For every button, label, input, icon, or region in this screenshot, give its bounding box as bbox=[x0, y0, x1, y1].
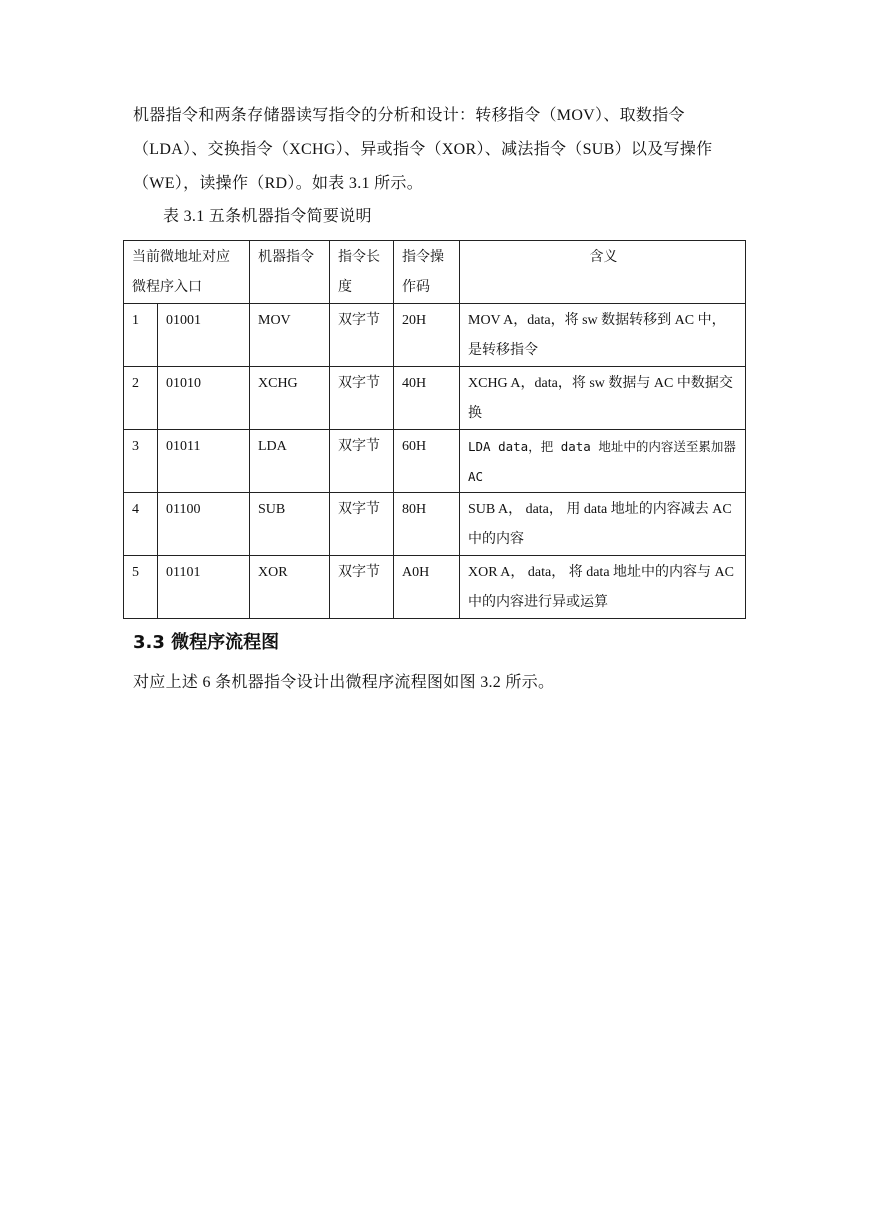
header-opcode: 指令操作码 bbox=[394, 241, 460, 304]
row-length: 双字节 bbox=[330, 493, 394, 556]
table-caption: 表 3.1 五条机器指令简要说明 bbox=[163, 208, 372, 225]
table-header-row bbox=[124, 241, 746, 304]
table-row bbox=[124, 430, 746, 493]
table-row bbox=[124, 556, 746, 619]
row-address: 01011 bbox=[158, 430, 250, 493]
row-number: 1 bbox=[124, 304, 158, 367]
row-number: 5 bbox=[124, 556, 158, 619]
row-opcode: 20H bbox=[394, 304, 460, 367]
row-instruction: XCHG bbox=[250, 367, 330, 430]
header-length: 指令长度 bbox=[330, 241, 394, 304]
row-length: 双字节 bbox=[330, 556, 394, 619]
row-number: 3 bbox=[124, 430, 158, 493]
intro-paragraph: 机器指令和两条存储器读写指令的分析和设计：转移指令（MOV）、取数指令（LDA）、交换指令（XCHG）、异或指令（XOR）、减法指令（SUB）以及写操作（WE），读操作（RD）。如表 3.1 所示。 bbox=[133, 107, 713, 192]
row-length: 双字节 bbox=[330, 367, 394, 430]
table-row bbox=[124, 304, 746, 367]
table-row bbox=[124, 367, 746, 430]
row-address: 01010 bbox=[158, 367, 250, 430]
section-heading: 3.3 微程序流程图 bbox=[133, 632, 280, 653]
header-meaning: 含义 bbox=[460, 241, 746, 304]
header-instruction: 机器指令 bbox=[250, 241, 330, 304]
row-opcode: A0H bbox=[394, 556, 460, 619]
row-length: 双字节 bbox=[330, 304, 394, 367]
instruction-table bbox=[123, 240, 746, 619]
row-opcode: 80H bbox=[394, 493, 460, 556]
row-meaning: MOV A，data，将 sw 数据转移到 AC 中，是转移指令 bbox=[460, 304, 746, 367]
table-row bbox=[124, 493, 746, 556]
row-instruction: SUB bbox=[250, 493, 330, 556]
row-meaning: XOR A， data， 将 data 地址中的内容与 AC 中的内容进行异或运算 bbox=[460, 556, 746, 619]
row-meaning: SUB A， data， 用 data 地址的内容减去 AC 中的内容 bbox=[460, 493, 746, 556]
row-instruction: XOR bbox=[250, 556, 330, 619]
row-instruction: LDA bbox=[250, 430, 330, 493]
row-address: 01100 bbox=[158, 493, 250, 556]
row-length: 双字节 bbox=[330, 430, 394, 493]
row-meaning: XCHG A，data，将 sw 数据与 AC 中数据交换 bbox=[460, 367, 746, 430]
section-paragraph: 对应上述 6 条机器指令设计出微程序流程图如图 3.2 所示。 bbox=[133, 674, 555, 691]
row-address: 01001 bbox=[158, 304, 250, 367]
row-meaning: LDA data，把 data 地址中的内容送至累加器 AC bbox=[460, 430, 746, 493]
row-number: 2 bbox=[124, 367, 158, 430]
row-address: 01101 bbox=[158, 556, 250, 619]
row-number: 4 bbox=[124, 493, 158, 556]
row-opcode: 60H bbox=[394, 430, 460, 493]
header-entry: 当前微地址对应微程序入口 bbox=[124, 241, 250, 304]
row-instruction: MOV bbox=[250, 304, 330, 367]
row-opcode: 40H bbox=[394, 367, 460, 430]
